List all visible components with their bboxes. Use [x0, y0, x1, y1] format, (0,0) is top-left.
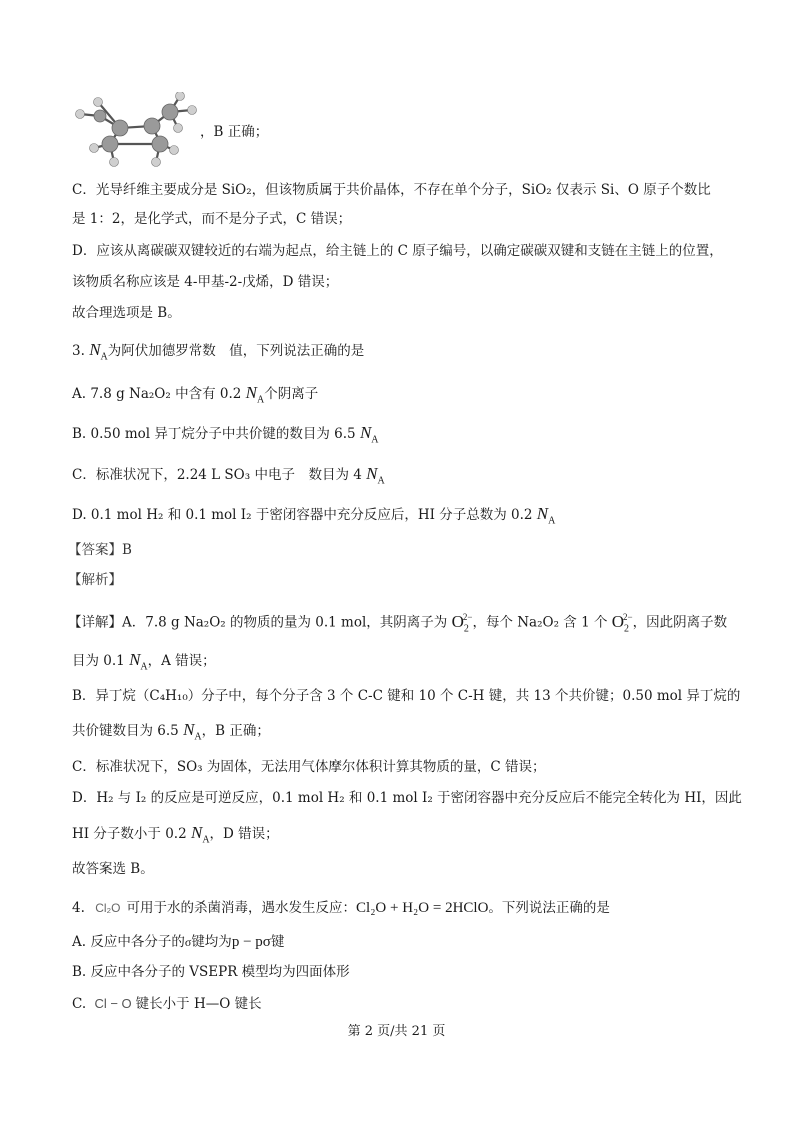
q4-option-c: C. Cl − O 键长小于 H—O 键长	[72, 996, 262, 1012]
explain-a-line1: 【详解】A．7.8 g Na₂O₂ 的物质的量为 0.1 mol，其阴离子为 $O_2^{2-}$，每个 Na₂O₂ 含 1 个 $O_2^{2-}$，因此阴离子数	[68, 611, 728, 635]
q4-option-b: B. 反应中各分子的 VSEPR 模型均为四面体形	[72, 964, 350, 980]
question-4-stem: 4. Cl₂O 可用于水的杀菌消毒，遇水发生反应：Cl₂O + H₂O = 2HClO。下列说法正确的是	[72, 900, 610, 916]
explain-c-line2: 是 1：2，是化学式，而不是分子式，C 错误；	[72, 211, 352, 227]
reaction-equation: Cl₂O + H₂O = 2HClO	[356, 900, 489, 916]
option-a: A. 7.8 g Na₂O₂ 中含有 0.2 $N_A$个阴离子	[72, 383, 319, 406]
explain-d-line2-q3: HI 分子数小于 0.2 $N_A$，D 错误；	[72, 823, 279, 846]
formula-cl2o: Cl₂O	[95, 901, 121, 915]
explain-a-line2: 目为 0.1 $N_A$，A 错误；	[72, 650, 216, 673]
explain-c: C．标准状况下，SO₃ 为固体，无法用气体摩尔体积计算其物质的量，C 错误；	[72, 759, 546, 775]
explain-d-line1-q3: D．H₂ 与 I₂ 的反应是可逆反应，0.1 mol H₂ 和 0.1 mol I₂ 于密闭容器中充分反应后不能完全转化为 HI，因此	[72, 790, 742, 806]
avogadro-symbol: $N_A$	[89, 340, 108, 363]
molecule-structure-image	[70, 92, 200, 168]
explain-d-line1: D．应该从离碳碳双键较近的右端为起点，给主链上的 C 原子编号，以确定碳碳双键和支链在主链上的位置，	[72, 243, 723, 259]
question-3-stem: 3. $N_A$为阿伏加德罗常数 值，下列说法正确的是	[72, 340, 365, 363]
option-d: D. 0.1 mol H₂ 和 0.1 mol I₂ 于密闭容器中充分反应后，HI 分子总数为 0.2 $N_A$	[72, 504, 556, 527]
explain-b-line2: 共价键数目为 6.5 $N_A$，B 正确；	[72, 720, 270, 743]
b-correct-text: ，B 正确；	[200, 124, 269, 140]
answer-label: 【答案】B	[68, 542, 132, 558]
conclusion-q2: 故合理选项是 B。	[72, 305, 181, 321]
analysis-label: 【解析】	[68, 572, 122, 588]
option-c: C．标准状况下，2.24 L SO₃ 中电子 数目为 4 $N_A$	[72, 464, 385, 487]
question-number: 3.	[72, 343, 85, 359]
explain-b-line1: B．异丁烷（C₄H₁₀）分子中，每个分子含 3 个 C-C 键和 10 个 C-H 键，共 13 个共价键；0.50 mol 异丁烷的	[72, 688, 741, 704]
conclusion-q3: 故答案选 B。	[72, 861, 154, 877]
q4-option-a: A. 反应中各分子的σ键均为p − pσ键	[72, 934, 285, 950]
page-footer: 第 2 页/共 21 页	[347, 1024, 446, 1039]
option-b: B. 0.50 mol 异丁烷分子中共价键的数目为 6.5 $N_A$	[72, 423, 379, 446]
explain-c-line1: C．光导纤维主要成分是 SiO₂，但该物质属于共价晶体，不存在单个分子，SiO₂ 仅表示 Si、O 原子个数比	[72, 182, 711, 198]
explain-d-line2: 该物质名称应该是 4-甲基-2-戊烯，D 错误；	[72, 274, 339, 290]
